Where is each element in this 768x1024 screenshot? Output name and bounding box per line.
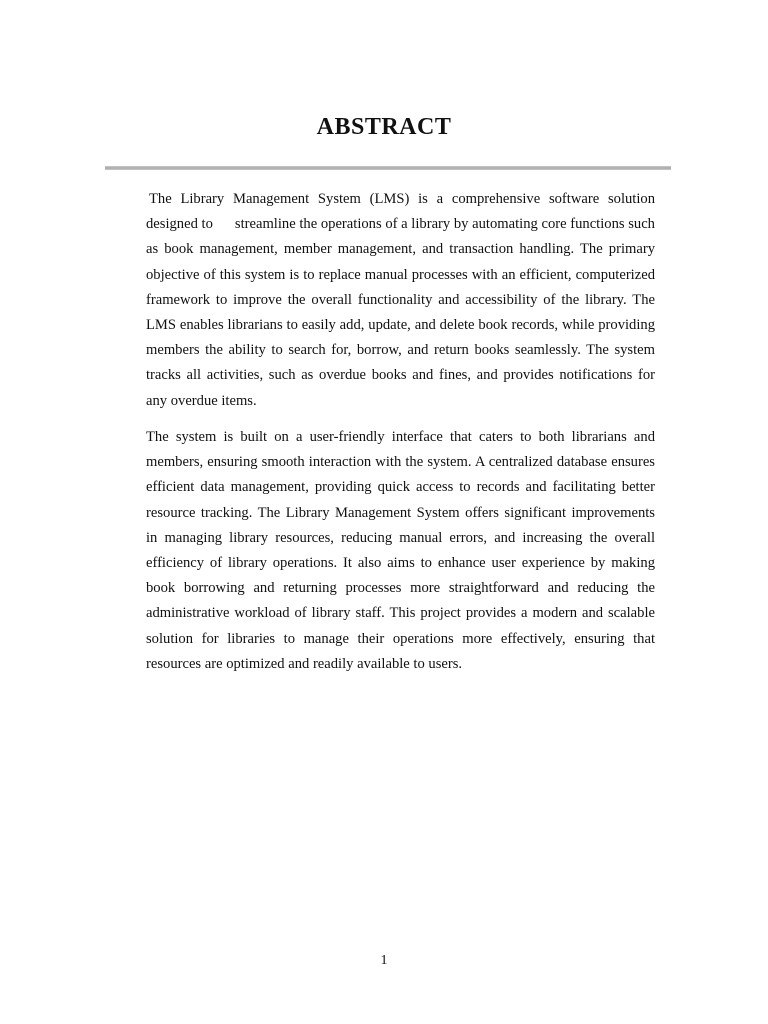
page-number: 1 <box>380 953 388 968</box>
page-title: ABSTRACT <box>316 114 452 140</box>
paragraph-1-rest: streamline the operations of a library by automating core functions such as book management, member management, and transaction handling. The primary objective of this system is to replace manual processes with an efficient, computerized framework to improve the overall functionality and accessibility of the library. The LMS enables librarians to easily add, update, and delete book records, while providing members the ability to search for, borrow, and return books seamlessly. The system tracks all activities, such as overdue books and fines, and provides notifications for any overdue items. <box>146 216 655 409</box>
paragraph-1-lead: The Library Management System (LMS) is a comprehensive software solution designed to <box>146 191 655 233</box>
title-divider <box>105 166 671 170</box>
abstract-paragraph-2: The system is built on a user-friendly interface that caters to both librarians and members, ensuring smooth interaction with the system. A centralized database ensures efficient data management, providing quick access to records and facilitating better resource tracking. The Library Management System offers significant improvements in managing library resources, reducing manual errors, and increasing the overall efficiency of library operations. It also aims to enhance user experience by making book borrowing and returning processes more straightforward and reducing the administrative workload of library staff. This project provides a modern and scalable solution for libraries to manage their operations more effectively, ensuring that resources are optimized and readily available to users. <box>146 429 655 672</box>
abstract-paragraph-1 <box>146 187 655 414</box>
